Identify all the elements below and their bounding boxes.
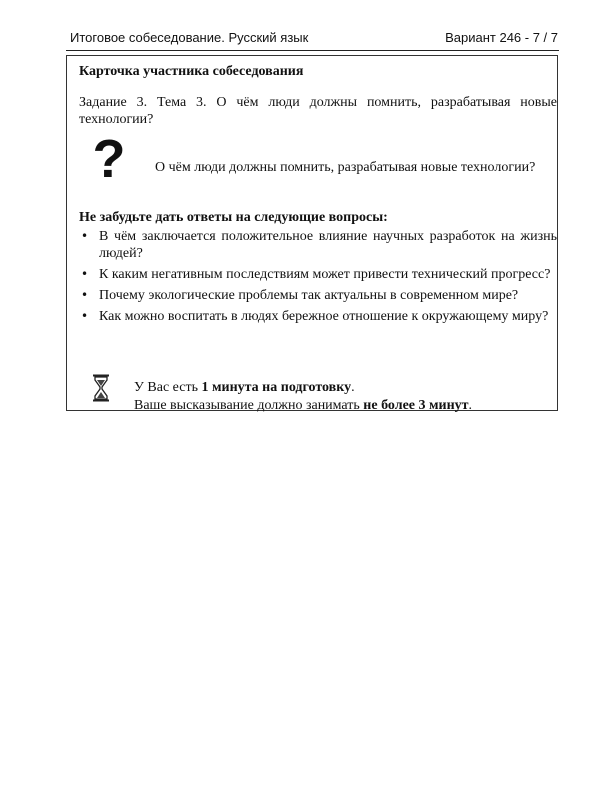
question-item: Как можно воспитать в людях бережное отношение к окружающему миру?: [99, 309, 549, 324]
header-divider: [66, 50, 559, 51]
bullet-icon: •: [81, 288, 89, 302]
question-item: Почему экологические проблемы так актуальны в современном мире?: [99, 288, 519, 303]
list-item: [79, 228, 557, 262]
question-item: В чём заключается положительное влияние научных разработок на жизнь людей?: [99, 229, 557, 261]
task-text: Задание 3. Тема 3. О чём люди должны помнить, разрабатывая новые технологии?: [79, 95, 557, 127]
participant-card: [66, 55, 558, 411]
question-text: О чём люди должны помнить, разрабатывая новые технологии?: [155, 160, 536, 175]
questions-list: [79, 228, 557, 329]
answer-time-text: Ваше высказывание должно занимать не более 3 минут.: [134, 398, 473, 413]
question-item: К каким негативным последствиям может привести технический прогресс?: [99, 267, 551, 282]
header-variant: Вариант 246 - 7 / 7: [445, 30, 558, 45]
page-header: [70, 30, 558, 50]
list-item: [79, 266, 557, 283]
question-mark-icon: ?: [92, 129, 126, 189]
card-title: Карточка участника собеседования: [79, 64, 304, 79]
bullet-icon: •: [81, 267, 89, 281]
bullet-icon: •: [81, 229, 89, 243]
header-title: Итоговое собеседование. Русский язык: [70, 30, 309, 45]
hourglass-icon: [91, 374, 111, 402]
list-item: [79, 308, 557, 325]
bullet-icon: •: [81, 309, 89, 323]
list-item: [79, 287, 557, 304]
prep-time-text: У Вас есть 1 минута на подготовку.: [134, 380, 355, 395]
remember-heading: Не забудьте дать ответы на следующие вопросы:: [79, 210, 388, 225]
